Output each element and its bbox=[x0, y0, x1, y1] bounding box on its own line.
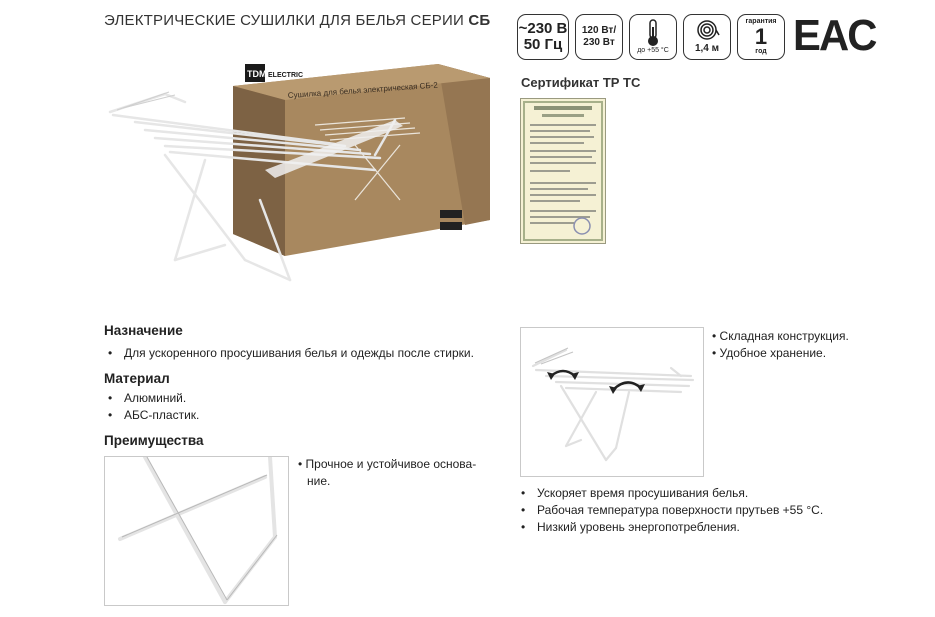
base-stand-image bbox=[104, 456, 289, 606]
product-box-image bbox=[105, 50, 500, 295]
list-item: • Рабочая температура поверхности прутьев +55 °С. bbox=[517, 502, 823, 519]
list-item: • Для ускоренного просушивания белья и одежды после стирки. bbox=[104, 345, 474, 362]
stability-feature: • Прочное и устойчивое основа- ние. bbox=[298, 457, 477, 488]
material-heading: Материал bbox=[104, 371, 170, 386]
folding-drawing bbox=[521, 328, 703, 476]
power-badge: 120 Вт/ 230 Вт bbox=[575, 14, 623, 60]
list-item: • АБС-пластик. bbox=[104, 407, 199, 424]
certificate-image[interactable] bbox=[520, 98, 606, 244]
cable-coil-icon bbox=[694, 19, 720, 43]
brand-text: TDM bbox=[247, 69, 267, 79]
folding-image bbox=[520, 327, 704, 477]
purpose-heading: Назначение bbox=[104, 323, 183, 338]
warranty-badge: гарантия 1 год bbox=[737, 14, 785, 60]
list-item: • Складная конструкция. bbox=[712, 329, 849, 343]
folding-features bbox=[712, 328, 849, 362]
material-list bbox=[104, 390, 199, 424]
google-play-badge bbox=[440, 222, 462, 230]
list-item: • Низкий уровень энергопотребления. bbox=[517, 519, 823, 536]
eac-mark: EAC bbox=[793, 11, 876, 60]
cable-badge: 1,4 м bbox=[683, 14, 731, 60]
certificate-title: Сертификат ТР ТС bbox=[521, 75, 641, 90]
brand-sub-text: ELECTRIC bbox=[268, 72, 303, 79]
advantages-heading: Преимущества bbox=[104, 433, 204, 448]
thermometer-icon bbox=[642, 19, 664, 47]
benefits-list bbox=[517, 485, 823, 536]
page-title: ЭЛЕКТРИЧЕСКИЕ СУШИЛКИ ДЛЯ БЕЛЬЯ СЕРИИ СБ bbox=[104, 12, 491, 29]
list-item: • Алюминий. bbox=[104, 390, 199, 407]
voltage-badge: ~230 В 50 Гц bbox=[517, 14, 569, 60]
app-store-badge bbox=[440, 210, 462, 218]
base-stand-drawing bbox=[105, 457, 288, 605]
purpose-list bbox=[104, 345, 474, 362]
list-item: • Удобное хранение. bbox=[712, 346, 827, 360]
box-product-label: Сушилка для белья электрическая СБ-2 bbox=[287, 80, 439, 100]
list-item: • Ускоряет время просушивания белья. bbox=[517, 485, 823, 502]
temperature-badge: до +55 °С bbox=[629, 14, 677, 60]
